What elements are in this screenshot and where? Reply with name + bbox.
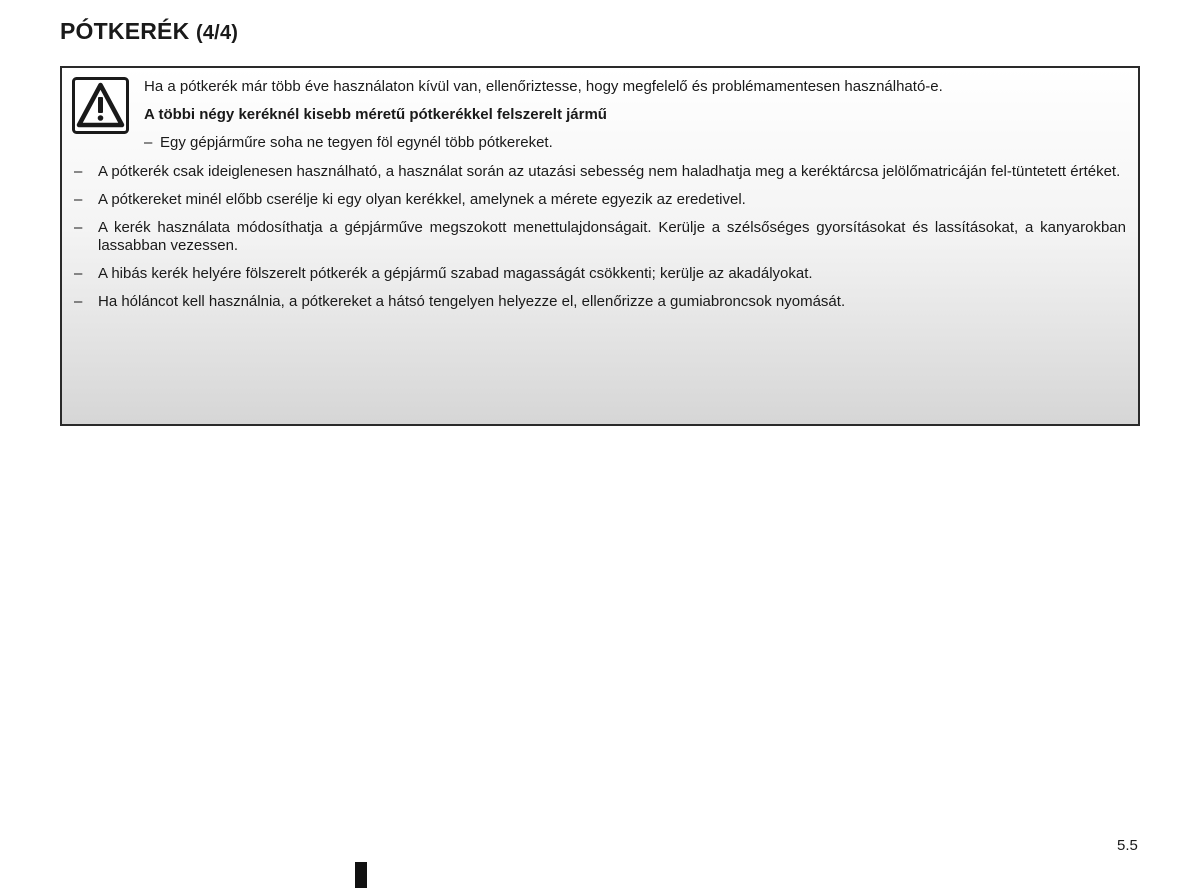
- list-dash: –: [74, 293, 83, 310]
- page-title: [60, 18, 238, 45]
- list-item: [74, 163, 1126, 181]
- page-title-suffix: (4/4): [196, 22, 239, 44]
- list-item-text: Ha hóláncot kell használnia, a pótkereket a hátsó tengelyen helyezze el, ellenőrizze a gumiabroncsok nyomását.: [98, 293, 846, 310]
- page-title-text: PÓTKERÉK: [60, 18, 190, 44]
- list-item: [74, 293, 1126, 311]
- list-dash: –: [144, 134, 153, 151]
- list-item-text: A kerék használata módosíthatja a gépjárműve megszokott menettulajdonságait. Kerülje a szélsőséges gyorsításokat és lassításokat, a kanyarokban lassabban vezessen.: [98, 219, 1126, 254]
- list-dash: –: [74, 191, 83, 208]
- list-dash: –: [74, 219, 83, 236]
- warning-intro: [144, 78, 1124, 152]
- list-item: [74, 265, 1126, 283]
- warning-box: [60, 66, 1140, 426]
- binding-mark: [355, 862, 367, 888]
- warning-intro-text: Ha a pótkerék már több éve használaton kívül van, ellenőriztesse, hogy megfelelő és problémamentesen használható-e.: [144, 78, 943, 95]
- list-item: [144, 134, 1124, 152]
- warning-subheading: A többi négy keréknél kisebb méretű pótkerékkel felszerelt jármű: [144, 106, 607, 123]
- list-item-text: A hibás kerék helyére fölszerelt pótkerék a gépjármű szabad magasságát csökkenti; kerülje az akadályokat.: [98, 265, 813, 282]
- list-item-text: A pótkerék csak ideiglenesen használható, a használat során az utazási sebesség nem haladhatja meg a keréktárcsa jelölőmatricáján fel-tüntetett értéket.: [98, 163, 1121, 180]
- page-number: 5.5: [1117, 837, 1138, 854]
- warning-triangle-icon: [72, 77, 129, 134]
- list-item: [74, 219, 1126, 255]
- list-dash: –: [74, 163, 83, 180]
- list-item-text: Egy gépjárműre soha ne tegyen föl egynél több pótkereket.: [160, 134, 553, 151]
- list-dash: –: [74, 265, 83, 282]
- list-item-text: A pótkereket minél előbb cserélje ki egy olyan kerékkel, amelynek a mérete egyezik az eredetivel.: [98, 191, 746, 208]
- warning-list: [74, 163, 1126, 321]
- list-item: [74, 191, 1126, 209]
